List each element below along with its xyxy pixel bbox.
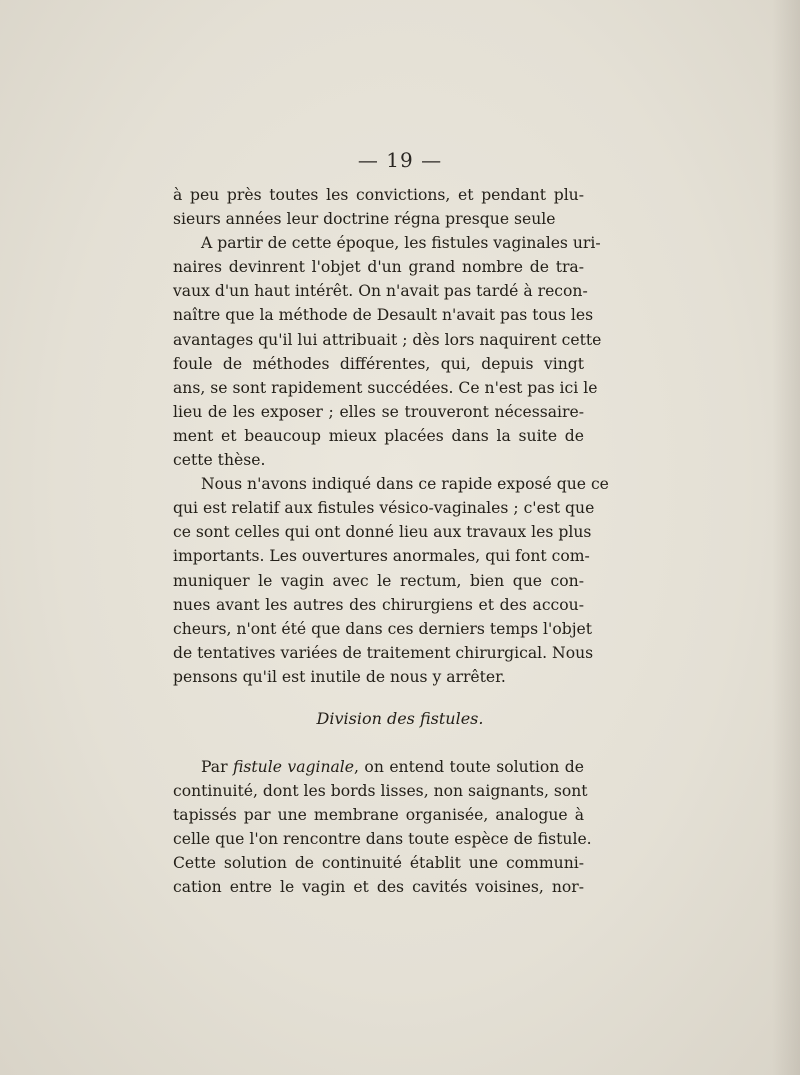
text-line: vaux d'un haut intérêt. On n'avait pas tardé à recon- xyxy=(173,282,588,301)
text-line: celle que l'on rencontre dans toute espèce de fistule. xyxy=(173,830,592,849)
text-line: Nous n'avons indiqué dans ce rapide exposé que ce xyxy=(201,475,609,494)
text-line: ment et beaucoup mieux placées dans la suite de xyxy=(173,426,584,445)
text-line: foule de méthodes différentes, qui, depuis vingt xyxy=(173,354,584,373)
text-line: cette thèse. xyxy=(173,451,266,470)
body-text-bottom xyxy=(173,755,592,900)
text-line: muniquer le vagin avec le rectum, bien que con- xyxy=(173,571,584,590)
section-heading: Division des fistules. xyxy=(316,709,484,728)
text-line: de tentatives variées de traitement chirurgical. Nous xyxy=(173,643,594,662)
text-line: nues avant les autres des chirurgiens et des accou- xyxy=(173,595,584,614)
body-text-top xyxy=(173,183,609,689)
text-line: tapissés par une membrane organisée, analogue à xyxy=(173,806,584,825)
text-line: avantages qu'il lui attribuait ; dès lors naquirent cette xyxy=(173,330,602,349)
page-number: — 19 — xyxy=(357,148,443,172)
text-line: ans, se sont rapidement succédées. Ce n'est pas ici le xyxy=(173,378,598,397)
definition-prefix: Par xyxy=(201,758,233,776)
text-line-definition xyxy=(173,755,584,779)
text-line: A partir de cette époque, les fistules vaginales uri- xyxy=(201,234,601,253)
text-line: Cette solution de continuité établit une communi- xyxy=(173,854,584,873)
text-line: ce sont celles qui ont donné lieu aux travaux les plus xyxy=(173,523,592,542)
text-line: sieurs années leur doctrine régna presque seule xyxy=(173,210,556,229)
text-line: lieu de les exposer ; elles se trouveront nécessaire- xyxy=(173,402,584,421)
text-line: qui est relatif aux fistules vésico-vaginales ; c'est que xyxy=(173,499,595,518)
text-line: naires devinrent l'objet d'un grand nombre de tra- xyxy=(173,258,584,277)
text-line: cheurs, n'ont été que dans ces derniers temps l'objet xyxy=(173,619,593,638)
text-line: pensons qu'il est inutile de nous y arrêter. xyxy=(173,667,506,686)
definition-rest: , on entend toute solution de xyxy=(354,758,584,776)
text-line: continuité, dont les bords lisses, non saignants, sont xyxy=(173,782,588,801)
text-line: importants. Les ouvertures anormales, qui font com- xyxy=(173,547,590,566)
definition-term: fistule vaginale xyxy=(233,758,355,776)
text-line: à peu près toutes les convictions, et pendant plu- xyxy=(173,186,584,204)
text-line: naître que la méthode de Desault n'avait pas tous les xyxy=(173,306,594,325)
text-line: cation entre le vagin et des cavités voisines, nor- xyxy=(173,878,584,897)
